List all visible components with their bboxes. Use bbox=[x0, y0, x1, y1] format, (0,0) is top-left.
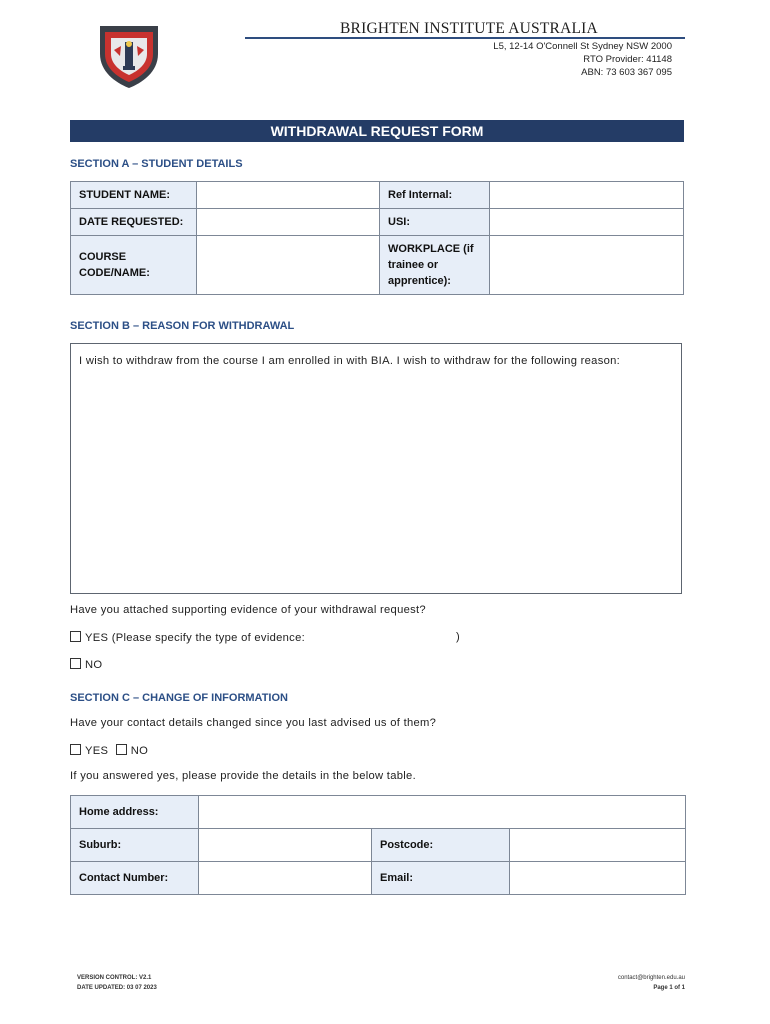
section-a-heading: SECTION A – STUDENT DETAILS bbox=[70, 158, 243, 170]
evidence-no-label: NO bbox=[85, 659, 103, 671]
usi-field[interactable] bbox=[490, 209, 684, 236]
version-control: VERSION CONTROL: V2.1 bbox=[77, 975, 152, 981]
date-requested-label: DATE REQUESTED: bbox=[71, 209, 197, 236]
usi-label: USI: bbox=[380, 209, 490, 236]
org-name: BRIGHTEN INSTITUTE AUSTRALIA bbox=[340, 20, 598, 37]
student-name-label: STUDENT NAME: bbox=[71, 182, 197, 209]
date-updated: DATE UPDATED: 03 07 2023 bbox=[77, 985, 157, 991]
email-field[interactable] bbox=[510, 862, 686, 895]
home-address-field[interactable] bbox=[199, 796, 686, 829]
address-line: L5, 12-14 O'Connell St Sydney NSW 2000 bbox=[493, 41, 672, 52]
student-details-table bbox=[70, 181, 684, 295]
details-instruction: If you answered yes, please provide the details in the below table. bbox=[70, 770, 416, 782]
workplace-label: WORKPLACE (if trainee or apprentice): bbox=[380, 236, 490, 295]
course-code-field[interactable] bbox=[197, 236, 380, 295]
page-number: Page 1 of 1 bbox=[653, 985, 685, 991]
evidence-no-checkbox[interactable] bbox=[70, 658, 81, 669]
institute-logo-crest bbox=[96, 20, 162, 90]
student-name-field[interactable] bbox=[197, 182, 380, 209]
postcode-label: Postcode: bbox=[372, 829, 510, 862]
evidence-yes-row bbox=[70, 631, 470, 644]
rto-number: RTO Provider: 41148 bbox=[583, 54, 672, 65]
footer-email: contact@brighten.edu.au bbox=[617, 975, 685, 981]
workplace-field[interactable] bbox=[490, 236, 684, 295]
contact-details-table bbox=[70, 795, 686, 895]
form-title: WITHDRAWAL REQUEST FORM bbox=[70, 120, 684, 142]
contact-yes-checkbox[interactable] bbox=[70, 744, 81, 755]
suburb-label: Suburb: bbox=[71, 829, 199, 862]
ref-internal-label: Ref Internal: bbox=[380, 182, 490, 209]
contact-no-checkbox[interactable] bbox=[116, 744, 127, 755]
evidence-no-row bbox=[70, 658, 102, 671]
section-b-heading: SECTION B – REASON FOR WITHDRAWAL bbox=[70, 320, 295, 332]
reason-prompt: I wish to withdraw from the course I am enrolled in with BIA. I wish to withdraw for the following reason: bbox=[79, 355, 621, 367]
contact-yes-label: YES bbox=[85, 745, 109, 757]
abn-number: ABN: 73 603 367 095 bbox=[581, 67, 672, 78]
ref-internal-field[interactable] bbox=[490, 182, 684, 209]
course-code-label: COURSE CODE/NAME: bbox=[71, 236, 197, 295]
evidence-yes-label: YES (Please specify the type of evidence: bbox=[85, 632, 306, 644]
section-c-heading: SECTION C – CHANGE OF INFORMATION bbox=[70, 692, 288, 704]
date-requested-field[interactable] bbox=[197, 209, 380, 236]
evidence-question: Have you attached supporting evidence of your withdrawal request? bbox=[70, 604, 426, 616]
suburb-field[interactable] bbox=[199, 829, 372, 862]
header-divider bbox=[245, 37, 685, 39]
postcode-field[interactable] bbox=[510, 829, 686, 862]
contact-number-field[interactable] bbox=[199, 862, 372, 895]
home-address-label: Home address: bbox=[71, 796, 199, 829]
contact-number-label: Contact Number: bbox=[71, 862, 199, 895]
evidence-yes-checkbox[interactable] bbox=[70, 631, 81, 642]
evidence-yes-close: ) bbox=[456, 631, 461, 643]
email-label: Email: bbox=[372, 862, 510, 895]
contact-changed-options bbox=[70, 744, 148, 757]
reason-textarea[interactable] bbox=[70, 343, 682, 594]
contact-changed-question: Have your contact details changed since you last advised us of them? bbox=[70, 717, 437, 729]
contact-no-label: NO bbox=[130, 745, 149, 757]
